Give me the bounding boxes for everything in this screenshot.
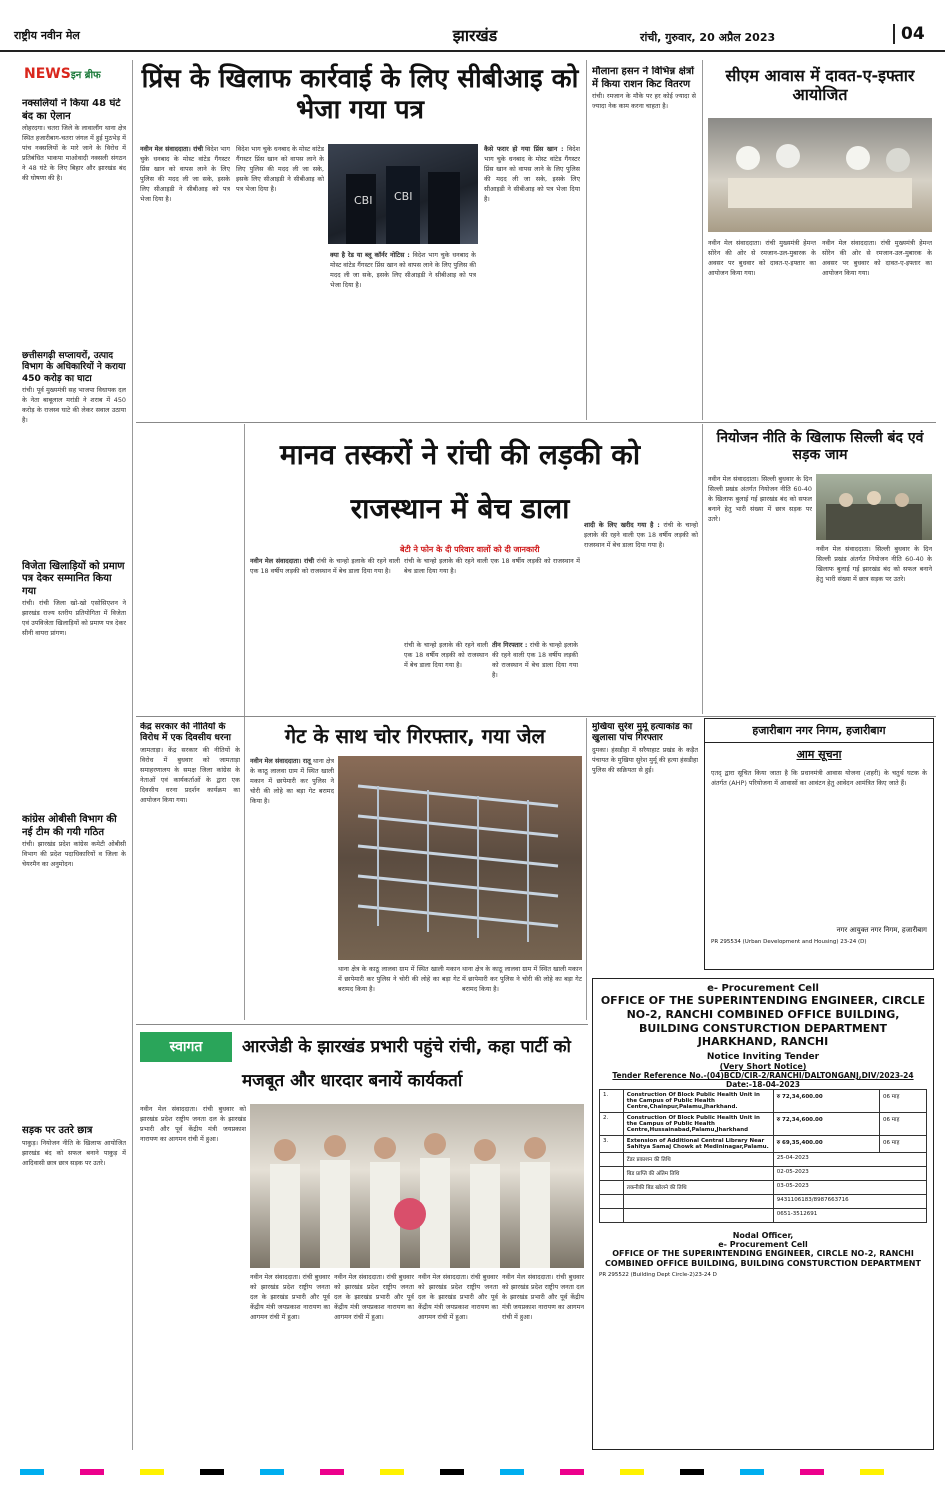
news-brief-tag: इन ब्रीफ: [70, 70, 101, 81]
rjd-headline: आरजेडी के झारखंड प्रभारी पहुंचे रांची, कहा पार्टी को मजबूत और धारदार बनायें कार्यकर्ता: [242, 1037, 571, 1091]
table-row: 3. Extension of Additional Central Library Near Sahitya Samaj Chowk at Medininagar,Palamu. रु 69,35,400.00 06 माह: [600, 1136, 927, 1153]
trafficking-subhead: बेटी ने फोन के दी परिवार वालों को दी जानकारी: [400, 545, 540, 554]
table-row: 9431106183/8987663716: [600, 1195, 927, 1209]
thief-text-col1: नवीन मेल संवाददाता। रातू थाना क्षेत्र के काठू लालवा ग्राम में स्थित खाली मकान में छापेमारी कर पुलिस ने चोरी की लोहे का बड़ा गेट बरामद किया है।: [250, 757, 334, 805]
cbi-text-col4: कैसे फरार हो गया प्रिंस खान : विदेश भाग चुके धनबाद के मोस्ट वांटेड गैंगस्टर प्रिंस खान को वापस लाने के लिए पुलिस की मदद ली जा सके, इसके लिए सीआइडी ने सीबीआइ को पत्र भेजा दिया है।: [484, 145, 580, 203]
dharna-text: जामताड़ा। केंद्र सरकार की नीतियों के विरोध में बुधवार को जामताड़ा समाहरणालय के समक्ष जिला कांग्रेस के नेताओं एवं कार्यकर्ताओं के द्वारा एक दिवसीय धरना प्रदर्शन कार्यक्रम का आयोजन किया गया।: [140, 745, 240, 804]
news-brief-logo: NEWSइन ब्रीफ: [24, 66, 101, 82]
trafficking-text-col2: रांची के चान्हो इलाके की रहने वाली एक 18 वर्षीय लड़की को राजस्थान में बेच डाला दिया गया है।: [404, 557, 580, 575]
notice-text: एतद् द्वारा सूचित किया जाता है कि प्रधानमंत्री आवास योजना (शहरी) के चतुर्थ घटक के अंतर्गत (AHP) परियोजना में आवासों का आवंटन हेतु आवेदन आमंत्रित किए जाते हैं।: [711, 769, 927, 787]
brief-headline: विजेता खिलाड़ियों को प्रमाण पत्र देकर सम्मानित किया गया: [22, 560, 125, 597]
stolen-gate-photo: [338, 756, 582, 960]
print-color-bar: [0, 1460, 945, 1466]
brief-story: [22, 351, 126, 555]
brief-story: [22, 98, 126, 345]
table-row: 2. Construction Of Block Public Health Unit in the Campus of Public Health Centre,Hussainabad,Palamu,Jharkhand रु 72,34,600.00 06 माह: [600, 1113, 927, 1136]
hazaribagh-notice-ad: [704, 718, 934, 970]
brief-headline: कांग्रेस ओबीसी विभाग की नई टीम की गयी गठित: [22, 814, 117, 838]
maulana-story: [592, 66, 696, 420]
brief-text: रांची। पूर्व मुख्यमंत्री सह भाजपा विधायक दल के नेता बाबूलाल मरांडी ने शराब में 450 करोड़ के राजस्व घाटे की लेकर सवाल उठाया है।: [22, 385, 126, 424]
page-header: [0, 0, 945, 52]
table-row: तकनीकी बिड खोलने की तिथि 03-05-2023: [600, 1181, 927, 1195]
iftar-text-col2: नवीन मेल संवाददाता। रांची मुख्यमंत्री हेमन्त सोरेन की ओर से रमजान-उल-मुबारक के अवसर पर बुधवार को दावत-ए-इफ्तार का आयोजन किया गया।: [822, 239, 932, 277]
brief-text: रांची। रांची जिला खो-खो एसोसिएशन ने झारखंड राज्य स्तरीय प्रतियोगिता में विजेता एवं उपविजेता खिलाड़ियों को प्रमाण पत्र देकर सीनी वायरा प्रांगण।: [22, 599, 126, 638]
mukhiya-headline: मुखिया सुरेश मुर्मू हत्याकांड का खुलासा पांच गिरफ्तार: [592, 722, 693, 744]
rjd-text-col5: नवीन मेल संवाददाता। रांची बुधवार को झारखंड प्रदेश राष्ट्रीय जनता दल के झारखंड प्रभारी और पूर्व केंद्रीय मंत्री जयप्रकाश नारायण का आगमन रांची में हुआ।: [502, 1273, 584, 1321]
section-title: झारखंड: [452, 26, 498, 45]
niyojan-text-col1: नवीन मेल संवाददाता। सिल्ली बुधवार के दिन सिल्ली प्रखंड अंतर्गत नियोजन नीति 60-40 के खिलाफ बुलाई गई झारखंड बंद को सफल बनाने हेतु भारी संख्या में छात्र सड़क पर उतरे।: [708, 475, 812, 523]
notice-code: PR 295534 (Urban Development and Housing) 23-24 (D): [711, 939, 867, 945]
cbi-text-col2: विदेश भाग चुके धनबाद के मोस्ट वांटेड गैंगस्टर प्रिंस खान को वापस लाने के लिए पुलिस की मदद ली जा सके, इसके लिए सीआइडी ने सीबीआइ को पत्र भेजा दिया है।: [236, 145, 324, 193]
tender-date: Date:-18-04-2023: [725, 1080, 801, 1089]
brief-headline: छत्तीसगढ़ी सप्लायरों, उत्पाद विभाग के अधिकारियों ने कराया 450 करोड़ का घाटा: [22, 351, 126, 384]
page-number: 04: [893, 24, 925, 44]
trafficking-text-col4: तीन गिरफ्तार : रांची के चान्हो इलाके की रहने वाली एक 18 वर्षीय लड़की को राजस्थान में बेच डाला दिया गया है।: [492, 641, 578, 679]
svg-text:CBI: CBI: [394, 190, 413, 203]
trafficking-text-col3: रांची के चान्हो इलाके की रहने वाली एक 18 वर्षीय लड़की को राजस्थान में बेच डाला दिया गया है।: [404, 641, 488, 669]
tender-office-footer: OFFICE OF THE SUPERINTENDING ENGINEER, CIRCLE NO-2, RANCHI COMBINED OFFICE BUILDING, BUILDING CONSTURCTION DEPARTMENT: [605, 1249, 921, 1268]
tender-code: PR 295522 (Building Dept Circle-2)23-24 D: [599, 1272, 717, 1279]
trafficking-headline: मानव तस्करों ने रांची की लड़की को राजस्थान में बेच डाला: [279, 438, 641, 525]
table-row: टेंडर प्रकाशन की तिथि 25-04-2023: [600, 1153, 927, 1167]
tender-reference: Tender Reference No.-(04)BCD/CIR-2/RANCHI/DALTONGANJ,DIV/2023-24: [612, 1071, 914, 1080]
rjd-text-col3: नवीन मेल संवाददाता। रांची बुधवार को झारखंड प्रदेश राष्ट्रीय जनता दल के झारखंड प्रभारी और पूर्व केंद्रीय मंत्री जयप्रकाश नारायण का आगमन रांची में हुआ।: [334, 1273, 414, 1321]
brief-text: लोहरदगा। चतरा जिले के लावालौंग थाना क्षेत्र स्थित हजारीबाग-चतरा जंगल में हुई मुठभेड़ में पांच नक्सलियों के मारे जाने के विरोध में प्रतिबंधित भाकपा माओवादी नक्सली संगठन ने 48 घंटे के लिए बिहार और झारखंड बंद की घोषणा की है।: [22, 124, 126, 182]
iftar-headline: सीएम आवास में दावत-ए-इफ्तार आयोजित: [725, 66, 915, 105]
brief-text: रांची। झारखंड प्रदेश कांग्रेस कमेटी ओबीसी विभाग की प्रदेश पदाधिकारियों व जिला के चेयरमैन का अनुमोदन।: [22, 840, 126, 869]
rjd-welcome-photo: [250, 1104, 584, 1268]
iftar-photo-art: [708, 118, 932, 232]
tender-table: [599, 1089, 927, 1223]
cbi-headline: प्रिंस के खिलाफ कार्रवाई के लिए सीबीआइ को भेजा गया पत्र: [141, 64, 579, 126]
niyojan-text-col2: नवीन मेल संवाददाता। सिल्ली बुधवार के दिन सिल्ली प्रखंड अंतर्गत नियोजन नीति 60-40 के खिलाफ बुलाई गई झारखंड बंद को सफल बनाने हेतु भारी संख्या में छात्र सड़क पर उतरे।: [816, 545, 932, 583]
dharna-story: [140, 722, 240, 1022]
dharna-headline: केंद्र सरकार की नीतियों के विरोध में एक दिवसीय धरना: [140, 722, 231, 744]
rjd-text-col2: नवीन मेल संवाददाता। रांची बुधवार को झारखंड प्रदेश राष्ट्रीय जनता दल के झारखंड प्रभारी और पूर्व केंद्रीय मंत्री जयप्रकाश नारायण का आगमन रांची में हुआ।: [250, 1273, 330, 1321]
thief-headline: गेट के साथ चोर गिरफ्तार, गया जेल: [284, 724, 546, 748]
niyojan-photo-art: [816, 474, 932, 540]
maulana-text: रांची। रमजान के मौके पर हर कोई ज्यादा से ज्यादा नेक काम करना चाहता है।: [592, 92, 696, 110]
tender-notice-ad: [592, 978, 934, 1450]
tender-short-notice: (Very Short Notice): [719, 1062, 807, 1071]
tender-nodal: Nodal Officer,: [732, 1231, 794, 1240]
mukhiya-text: दुमका। हंसडीहा में सरैयाहाट प्रखंड के कड़ैत पंचायत के मुखिया सुरेश मुर्मू की हत्या हंसडीहा पुलिस की सक्रियता से हुई।: [592, 745, 698, 774]
brief-story: [22, 814, 126, 1119]
brief-headline: नक्सलियों ने किया 48 घंटे बंद का ऐलान: [22, 98, 121, 122]
rjd-photo-art: [250, 1104, 584, 1268]
tender-office: OFFICE OF THE SUPERINTENDING ENGINEER, CIRCLE NO-2, RANCHI COMBINED OFFICE BUILDING, BUILDING CONSTURCTION DEPARTMENT JHARKHAND, RANCHI: [600, 994, 926, 1049]
cbi-officers-photo: [328, 144, 478, 244]
maulana-headline: मौलाना हसन ने विभिन्न क्षेत्रों में किया राशन किट वितरण: [592, 66, 694, 90]
notice-signature: नगर आयुक्त नगर निगम, हजारीबाग: [836, 926, 927, 934]
notice-org: हजारीबाग नगर निगम, हजारीबाग: [705, 719, 933, 743]
issue-date: रांची, गुरुवार, 20 अप्रैल 2023: [640, 31, 776, 44]
mukhiya-story: [592, 722, 698, 1022]
tender-heading: Notice Inviting Tender: [706, 1052, 820, 1062]
tender-cell: e- Procurement Cell: [707, 983, 819, 994]
notice-title: आम सूचना: [796, 748, 842, 761]
iftar-photo: [708, 118, 932, 232]
masthead: राष्ट्रीय नवीन मेल: [14, 29, 80, 42]
trafficking-text-col1: नवीन मेल संवाददाता। रांची रांची के चान्हो इलाके की रहने वाली एक 18 वर्षीय लड़की को राजस्थान में बेच डाला दिया गया है।: [250, 557, 400, 575]
left-brief-column: [22, 98, 126, 1448]
table-row: 0651-3512691: [600, 1209, 927, 1223]
iftar-text-col1: नवीन मेल संवाददाता। रांची मुख्यमंत्री हेमन्त सोरेन की ओर से रमजान-उल-मुबारक के अवसर पर बुधवार को दावत-ए-इफ्तार का आयोजन किया गया।: [708, 239, 816, 277]
brief-story: [22, 1125, 126, 1358]
thief-text-col2: थाना क्षेत्र के काठू लालवा ग्राम में स्थित खाली मकान में छापेमारी कर पुलिस ने चोरी की लोहे का बड़ा गेट बरामद किया है।: [338, 965, 460, 993]
brief-story: [22, 561, 126, 809]
cbi-text-col1: नवीन मेल संवाददाता। रांची विदेश भाग चुके धनबाद के मोस्ट वांटेड गैंगस्टर प्रिंस खान को वापस लाने के लिए पुलिस की मदद ली जा सके, इसके लिए सीआइडी ने सीबीआइ को पत्र भेजा दिया है।: [140, 145, 230, 203]
cbi-text-col3: क्या है रेड या ब्लू कॉर्नर नोटिस : विदेश भाग चुके धनबाद के मोस्ट वांटेड गैंगस्टर प्रिंस खान को वापस लाने के लिए पुलिस की मदद ली जा सके, इसके लिए सीआइडी ने सीबीआइ को पत्र भेजा दिया है।: [330, 251, 476, 289]
rjd-text-col4: नवीन मेल संवाददाता। रांची बुधवार को झारखंड प्रदेश राष्ट्रीय जनता दल के झारखंड प्रभारी और पूर्व केंद्रीय मंत्री जयप्रकाश नारायण का आगमन रांची में हुआ।: [418, 1273, 498, 1321]
table-row: बिड प्राप्ति की अंतिम तिथि 02-05-2023: [600, 1167, 927, 1181]
trafficking-text-col5: शादी के लिए खरीद गया है : रांची के चान्हो इलाके की रहने वाली एक 18 वर्षीय लड़की को राजस्थान में बेच डाला दिया गया है।: [584, 521, 698, 549]
brief-text: पाकुड़। नियोजन नीति के खिलाफ आयोजित झारखंड बंद को सफल बनाने पाकुड़ में आदिवासी छात्र छात्र सड़क पर उतरे।: [22, 1138, 126, 1167]
swagat-tag: स्वागत: [140, 1032, 232, 1062]
tender-cell-footer: e- Procurement Cell: [718, 1240, 808, 1249]
cbi-photo-art: [328, 144, 478, 244]
brief-headline: सड़क पर उतरे छात्र: [22, 1125, 93, 1137]
niyojan-photo: [816, 474, 932, 540]
gate-photo-art: [338, 756, 582, 960]
rjd-text-col1: नवीन मेल संवाददाता। रांची बुधवार को झारखंड प्रदेश राष्ट्रीय जनता दल के झारखंड प्रभारी और पूर्व केंद्रीय मंत्री जयप्रकाश नारायण का आगमन रांची में हुआ।: [140, 1105, 246, 1143]
svg-text:CBI: CBI: [354, 194, 373, 207]
niyojan-headline: नियोजन नीति के खिलाफ सिल्ली बंद एवं सड़क जाम: [716, 430, 924, 463]
thief-text-col3: थाना क्षेत्र के काठू लालवा ग्राम में स्थित खाली मकान में छापेमारी कर पुलिस ने चोरी की लोहे का बड़ा गेट बरामद किया है।: [462, 965, 582, 993]
table-row: 1. Construction Of Block Public Health Unit in the Campus of Public Health Centre,Chainpur,Palamu,Jharkhand. रु 72,34,600.00 06 माह: [600, 1090, 927, 1113]
